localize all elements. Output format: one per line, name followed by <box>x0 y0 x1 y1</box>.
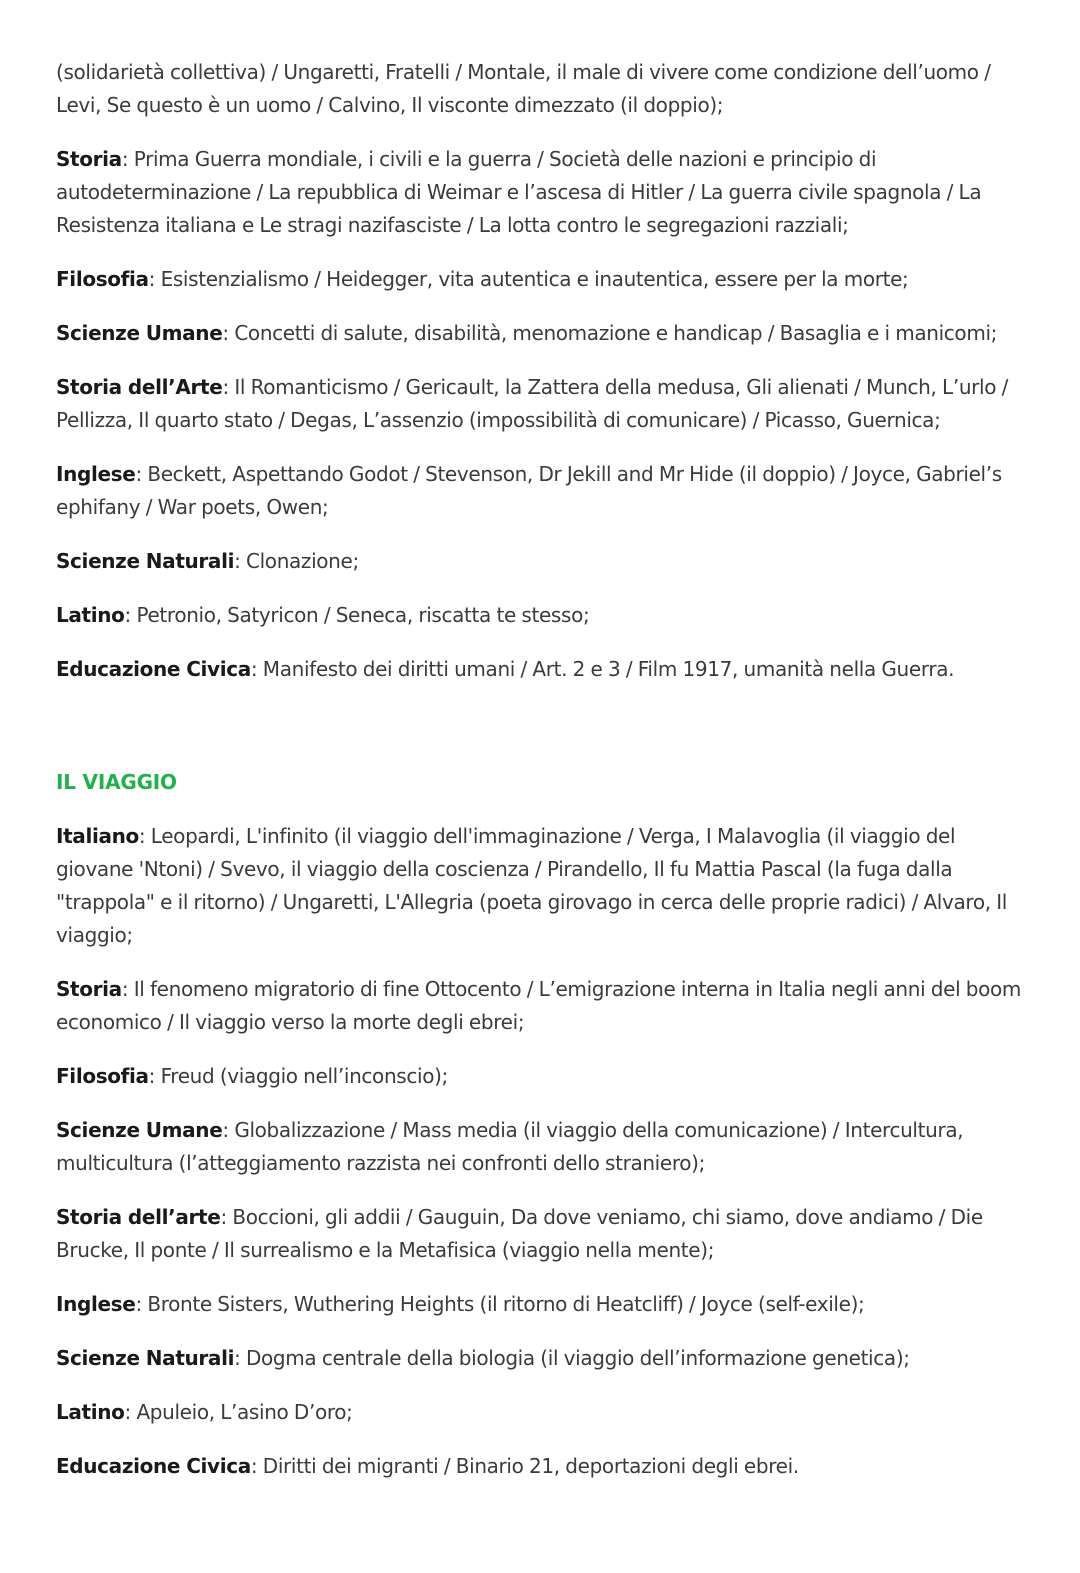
subject-text: : Prima Guerra mondiale, i civili e la guerra / Società delle nazioni e principio di autodeterminazione / La repubblica di Weimar e l’ascesa di Hitler / La guerra civile spagnola / La Resistenza italiana e Le stragi nazifasciste / La lotta contro le segregazioni razziali; <box>56 147 982 237</box>
subject-label: Inglese <box>56 1292 136 1316</box>
subject-label: Inglese <box>56 462 136 486</box>
subject-text: : Il Romanticismo / Gericault, la Zattera della medusa, Gli alienati / Munch, L’urlo / Pellizza, Il quarto stato / Degas, L’assenzio (impossibilità di comunicare) / Picasso, Guernica; <box>56 375 1009 432</box>
intro-paragraph: (solidarietà collettiva) / Ungaretti, Fratelli / Montale, il male di vivere come condizione dell’uomo / Levi, Se questo è un uomo / Calvino, Il visconte dimezzato (il doppio); <box>56 60 991 117</box>
subject-paragraph <box>56 545 1031 578</box>
subject-label: Storia <box>56 977 122 1001</box>
subject-label: Educazione Civica <box>56 657 251 681</box>
subject-label: Scienze Naturali <box>56 549 235 573</box>
subject-paragraph <box>56 973 1031 1039</box>
subject-paragraph <box>56 1060 1031 1093</box>
subject-label: Italiano <box>56 824 139 848</box>
subject-label: Latino <box>56 603 125 627</box>
subject-text: : Bronte Sisters, Wuthering Heights (il ritorno di Heatcliff) / Joyce (self-exile); <box>135 1292 865 1316</box>
subject-paragraph <box>56 371 1031 437</box>
subject-paragraph <box>56 653 1031 686</box>
subject-label: Scienze Umane <box>56 1118 223 1142</box>
subject-text: : Manifesto dei diritti umani / Art. 2 e 3 / Film 1917, umanità nella Guerra. <box>250 657 955 681</box>
subject-label: Storia dell’Arte <box>56 375 223 399</box>
subject-text: : Dogma centrale della biologia (il viaggio dell’informazione genetica); <box>234 1346 910 1370</box>
subject-label: Scienze Naturali <box>56 1346 235 1370</box>
document-page <box>56 56 1031 1504</box>
subject-text: : Apuleio, L’asino D’oro; <box>124 1400 353 1424</box>
subject-paragraph <box>56 1396 1031 1429</box>
subject-label: Storia dell’arte <box>56 1205 221 1229</box>
subject-paragraph <box>56 599 1031 632</box>
subject-label: Filosofia <box>56 1064 149 1088</box>
subject-text: : Clonazione; <box>234 549 359 573</box>
subject-label: Latino <box>56 1400 125 1424</box>
subject-label: Scienze Umane <box>56 321 223 345</box>
subject-text: : Leopardi, L'infinito (il viaggio dell'immaginazione / Verga, I Malavoglia (il viaggio del giovane 'Ntoni) / Svevo, il viaggio della coscienza / Pirandello, Il fu Mattia Pascal (la fuga dalla "trappola" e il ritorno) / Ungaretti, L'Allegria (poeta girovago in cerca delle proprie radici) / Alvaro, Il viaggio; <box>56 824 1007 947</box>
section-2 <box>56 766 1031 1483</box>
subject-label: Educazione Civica <box>56 1454 251 1478</box>
subject-paragraph <box>56 1288 1031 1321</box>
subject-paragraph <box>56 1342 1031 1375</box>
subject-text: : Petronio, Satyricon / Seneca, riscatta te stesso; <box>124 603 590 627</box>
subject-paragraph <box>56 458 1031 524</box>
section-1 <box>56 143 1031 686</box>
subject-text: : Beckett, Aspettando Godot / Stevenson, Dr Jekill and Mr Hide (il doppio) / Joyce, Gabriel’s ephifany / War poets, Owen; <box>56 462 1002 519</box>
subject-paragraph <box>56 263 1031 296</box>
subject-text: : Freud (viaggio nell’inconscio); <box>148 1064 448 1088</box>
subject-paragraph <box>56 1114 1031 1180</box>
subject-text: : Globalizzazione / Mass media (il viaggio della comunicazione) / Intercultura, multicultura (l’atteggiamento razzista nei confronti dello straniero); <box>56 1118 964 1175</box>
subject-paragraph <box>56 143 1031 242</box>
subject-text: : Esistenzialismo / Heidegger, vita autentica e inautentica, essere per la morte; <box>148 267 909 291</box>
subject-label: Filosofia <box>56 267 149 291</box>
subject-paragraph <box>56 820 1031 952</box>
subject-text: : Il fenomeno migratorio di fine Ottocento / L’emigrazione interna in Italia negli anni del boom economico / Il viaggio verso la morte degli ebrei; <box>56 977 1022 1034</box>
subject-paragraph <box>56 1201 1031 1267</box>
subject-text: : Concetti di salute, disabilità, menomazione e handicap / Basaglia e i manicomi; <box>222 321 998 345</box>
subject-paragraph <box>56 317 1031 350</box>
subject-text: : Boccioni, gli addii / Gauguin, Da dove veniamo, chi siamo, dove andiamo / Die Brucke, Il ponte / Il surrealismo e la Metafisica (viaggio nella mente); <box>56 1205 983 1262</box>
section-title: IL VIAGGIO <box>56 770 177 794</box>
subject-text: : Diritti dei migranti / Binario 21, deportazioni degli ebrei. <box>250 1454 799 1478</box>
subject-paragraph <box>56 1450 1031 1483</box>
subject-label: Storia <box>56 147 122 171</box>
